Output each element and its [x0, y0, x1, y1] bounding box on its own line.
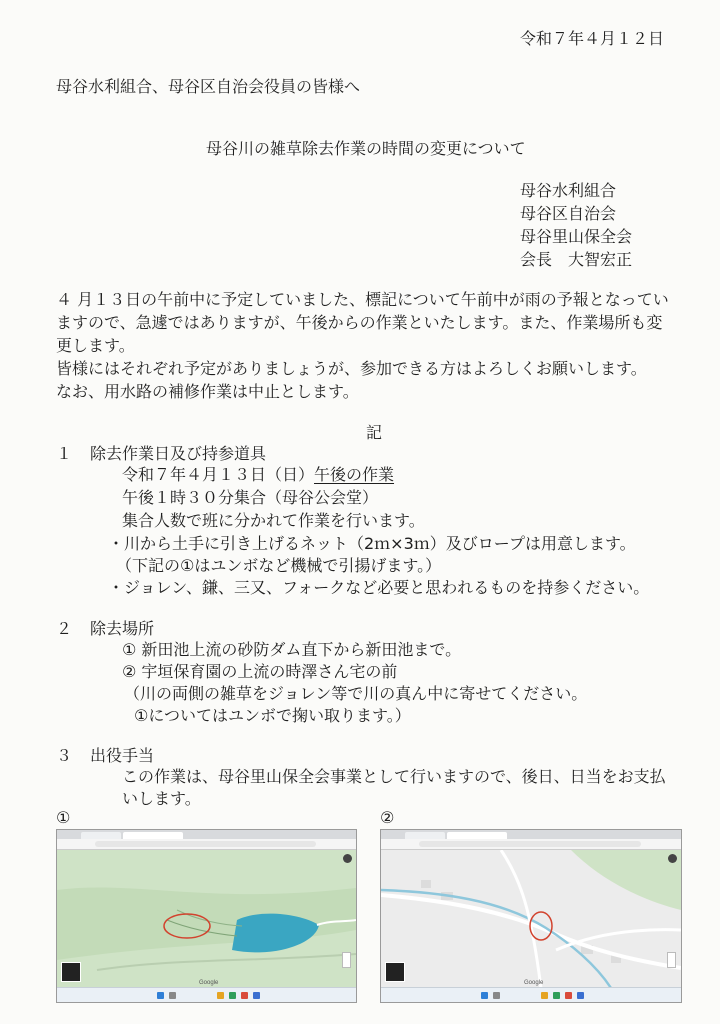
assembly-time: 午後１時３０分集合（母谷公会堂）	[122, 488, 379, 507]
map-label-1: ①	[56, 808, 71, 827]
map-logo: Google	[199, 980, 219, 986]
document-title: 母谷川の雑草除去作業の時間の変更について	[206, 139, 526, 158]
browser-tab	[123, 832, 183, 839]
layers-thumbnail-icon	[61, 962, 81, 982]
map-view	[57, 850, 356, 988]
zoom-control-icon	[342, 952, 351, 968]
section-line: （川の両側の雑草をジョレン等で川の真ん中に寄せてください。	[124, 684, 588, 703]
taskbar	[381, 987, 681, 1002]
sender-line: 母谷里山保全会	[520, 227, 633, 246]
taskbar-search-icon	[169, 992, 176, 999]
body-line: 更します。	[56, 336, 135, 355]
addressee: 母谷水利組合、母谷区自治会役員の皆様へ	[56, 77, 361, 96]
work-date-afternoon: 午後の作業	[314, 465, 395, 484]
section-line: ② 宇垣保育園の上流の時澤さん宅の前	[122, 662, 398, 681]
map-logo: Google	[524, 980, 544, 986]
taskbar-start-icon	[481, 992, 488, 999]
map-screenshot-2	[380, 829, 682, 1003]
section-line: ① 新田池上流の砂防ダム直下から新田池まで。	[122, 640, 462, 659]
zoom-control-icon	[667, 952, 676, 968]
browser-tab	[405, 832, 445, 839]
taskbar-search-icon	[493, 992, 500, 999]
section-heading: 除去場所	[90, 619, 155, 638]
map-screenshot-1	[56, 829, 357, 1003]
taskbar-folder-icon	[217, 992, 224, 999]
browser-tab	[447, 832, 507, 839]
taskbar-app-icon	[253, 992, 260, 999]
taskbar-start-icon	[157, 992, 164, 999]
section-heading: 出役手当	[90, 746, 155, 765]
section-line: ①についてはユンボで掬い取ります。）	[134, 706, 411, 725]
layers-thumbnail-icon	[385, 962, 405, 982]
section-line: ・ジョレン、鎌、三又、フォークなど必要と思われるものを持参ください。	[108, 578, 650, 597]
body-line: ４ 月１３日の午前中に予定していました、標記について午前中が雨の予報となってい	[56, 290, 669, 309]
body-line: なお、用水路の補修作業は中止とします。	[56, 382, 359, 401]
work-date	[122, 465, 394, 485]
body-line: 皆様にはそれぞれ予定がありましょうが、参加できる方はよろしくお願いします。	[56, 359, 647, 378]
section-line: （下記の①はユンボなど機械で引揚げます。）	[116, 556, 442, 575]
section-line: ・川から土手に引き上げるネット（2ｍ×3ｍ）及びロープは用意します。	[108, 534, 636, 553]
document-date: 令和７年４月１２日	[520, 29, 665, 48]
browser-address-bar	[57, 839, 356, 850]
browser-tab-bar	[381, 830, 681, 839]
taskbar	[57, 987, 356, 1002]
taskbar-app-icon	[577, 992, 584, 999]
section-line: いします。	[122, 789, 201, 808]
work-date-prefix: 令和７年４月１３日（日）	[122, 465, 315, 484]
taskbar-app-icon	[565, 992, 572, 999]
section-line: この作業は、母谷里山保全会事業として行いますので、後日、日当をお支払	[122, 767, 666, 786]
section-number: ２	[56, 619, 73, 638]
taskbar-folder-icon	[541, 992, 548, 999]
section-line: 集合人数で班に分かれて作業を行います。	[122, 511, 425, 530]
section-heading: 除去作業日及び持参道具	[90, 444, 267, 463]
taskbar-app-icon	[553, 992, 560, 999]
section-number: ３	[56, 746, 73, 765]
sender-line: 母谷区自治会	[520, 204, 617, 223]
section-number: １	[56, 444, 73, 463]
taskbar-app-icon	[229, 992, 236, 999]
browser-address-bar	[381, 839, 681, 850]
browser-tab	[81, 832, 121, 839]
map-view	[381, 850, 681, 988]
body-line: ますので、急遽ではありますが、午後からの作業といたします。また、作業場所も変	[56, 313, 663, 332]
map-profile-icon	[343, 854, 352, 863]
map-label-2: ②	[380, 808, 395, 827]
ki-heading: 記	[366, 423, 383, 442]
taskbar-app-icon	[241, 992, 248, 999]
map-profile-icon	[668, 854, 677, 863]
sender-line: 母谷水利組合	[520, 181, 617, 200]
sender-president: 会長 大智宏正	[520, 250, 633, 269]
browser-tab-bar	[57, 830, 356, 839]
